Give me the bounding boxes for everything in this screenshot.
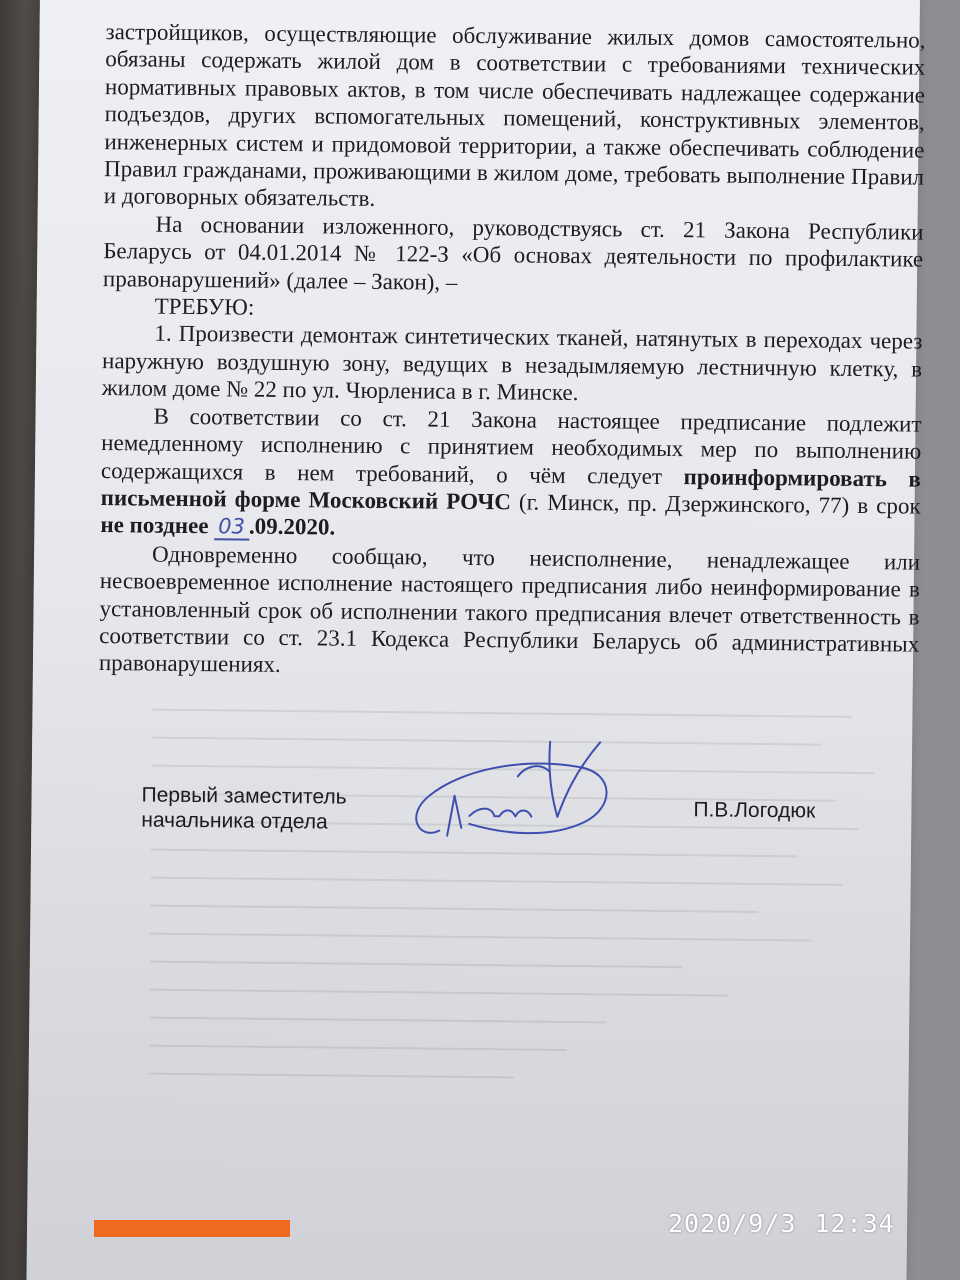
deadline-text-2: (г. Минск, пр. Дзержинского, 77) в срок bbox=[510, 489, 921, 519]
orange-progress-bar bbox=[94, 1220, 290, 1237]
signatory-title-line-1: Первый заместитель bbox=[141, 783, 347, 809]
photo-timestamp bbox=[668, 1209, 895, 1238]
deadline-text-1: В соответствии со ст. 21 Закона настоящее предписание подлежит немедленному исполнению с принятием необходимых мер по выполнению содержащихся в нем требований, о чём следует bbox=[100, 403, 922, 489]
paragraph-obligations: застройщиков, осуществляющие обслуживание жилых домов самостоятельно, обязаны содержать жилой дом в соответствии с требованиями технических нормативных правовых актов, в том числе обеспечивать надлежащее содержание подъездов, других вспомогательных помещений, конструктивных элементов, инженерных систем и придомовой территории, а также обеспечивать соблюдение Правил гражданами, проживающими в жилом доме, требовать выполнение Правил и договорных обязательств. bbox=[103, 19, 926, 212]
signatory-title-line-2: начальника отдела bbox=[141, 808, 328, 834]
timestamp-date: 2020/9/3 bbox=[668, 1209, 797, 1238]
handwritten-signature bbox=[399, 735, 630, 867]
deadline-bold-authority: проинформировать в письменной форме Московский РОЧС bbox=[100, 463, 922, 515]
deadline-bold-date: .09.2020. bbox=[248, 513, 336, 540]
timestamp-time: 12:34 bbox=[814, 1209, 895, 1238]
deadline-bold-no-later: не позднее bbox=[100, 512, 215, 539]
handwritten-day: 03 bbox=[214, 515, 249, 541]
signatory-name: П.В.Логодюк bbox=[693, 798, 816, 823]
paragraph-legal-basis: На основании изложенного, руководствуясь ст. 21 Закона Республики Беларусь от 04.01.2014 № 122-З «Об основах деятельности по профилактике правонарушений» (далее – Закон), – bbox=[102, 211, 924, 295]
document-page bbox=[26, 0, 926, 1280]
signatory-title bbox=[141, 783, 347, 835]
paragraph-liability: Одновременно сообщаю, что неисполнение, ненадлежащее или несвоевременное исполнение настоящего предписания либо неинформирование в установленный срок об исполнении такого предписания влечет ответственность в соответствии со ст. 23.1 Кодекса Республики Беларусь об административных правонарушениях. bbox=[98, 541, 921, 678]
paragraph-requirement-1: 1. Произвести демонтаж синтетических тканей, натянутых в переходах через наружную воздушную зону, ведущих в незадымляемую лестничную клетку, в жилом доме № 22 по ул. Чюрлениса в г. Минске. bbox=[101, 321, 923, 406]
document-body bbox=[99, 18, 926, 685]
paragraph-deadline bbox=[100, 402, 921, 549]
signature-block bbox=[138, 780, 899, 908]
paragraph-demand-heading: ТРЕБУЮ: bbox=[154, 293, 255, 320]
